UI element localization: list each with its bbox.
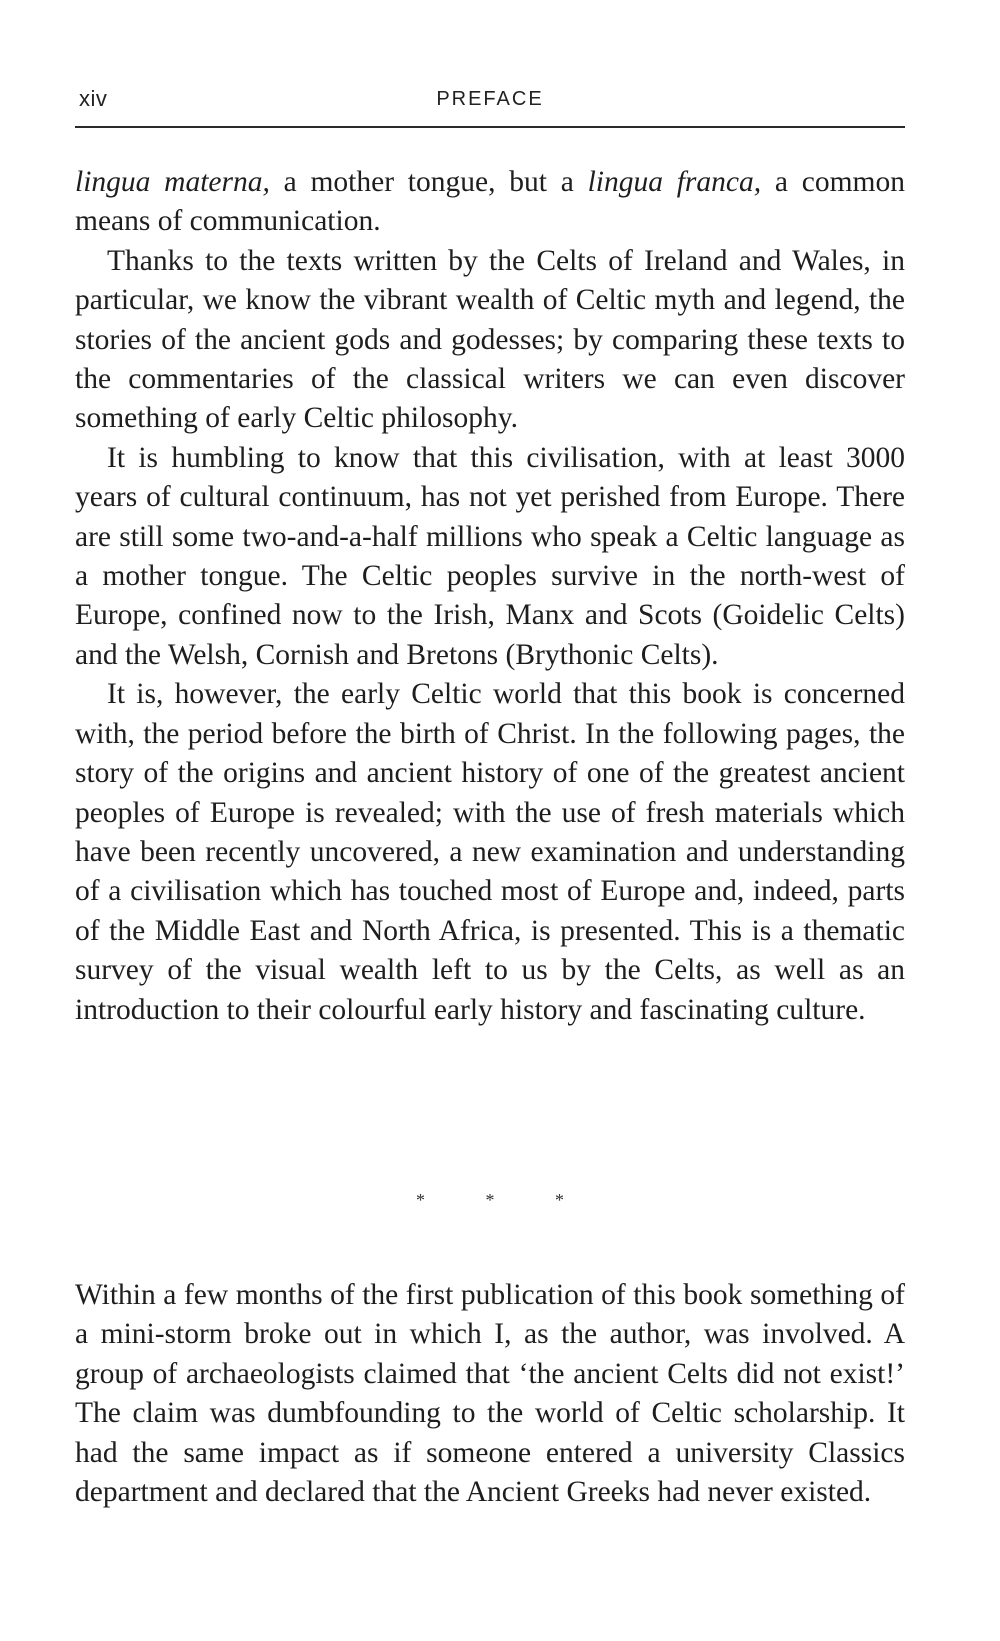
paragraph: It is, however, the early Celtic world that this book is concerned with, the period before the birth of Christ. In the following pages, the story of the origins and ancient history of one of the greatest ancient peoples of Europe is revealed; with the use of fresh materials which have been recently uncovered, a new examination and understanding of a civilisation which has touched most of Europe and, indeed, parts of the Middle East and North Africa, is presented. This is a thematic survey of the visual wealth left to us by the Celts, as well as an introduction to their colourful early history and fascinating culture. (75, 678, 905, 1026)
book-page (75, 0, 905, 1641)
paragraph: It is humbling to know that this civilisation, with at least 3000 years of cultural continuum, has not yet perished from Europe. There are still some two-and-a-half millions who speak a Celtic language as a mother tongue. The Celtic peoples survive in the north-west of Europe, confined now to the Irish, Manx and Scots (Goidelic Celts) and the Welsh, Cornish and Bretons (Brythonic Celts). (75, 441, 905, 671)
asterisk-icon: * (416, 1190, 425, 1210)
page-number: xiv (79, 86, 108, 111)
paragraph-text: a mother tongue, but a (269, 166, 588, 198)
italic-term: lingua materna, (75, 166, 270, 198)
body-text (75, 163, 905, 1030)
running-head: PREFACE (436, 88, 544, 110)
paragraph: Within a few months of the first publication of this book something of a mini-storm broke out in which I, as the author, was involved. A group of archaeologists claimed that ‘the ancient Celts did not exist!’ The claim was dumbfounding to the world of Celtic scholarship. It had the same impact as if someone entered a university Classics department and declared that the Ancient Greeks had never existed. (75, 1279, 905, 1509)
paragraph-text: a common means of communication. (75, 166, 905, 238)
section-break-ornament (75, 1190, 905, 1211)
page-header (75, 82, 905, 128)
italic-term: lingua franca, (587, 166, 762, 198)
asterisk-icon: * (555, 1190, 564, 1210)
body-text-section-2 (75, 1276, 905, 1512)
asterisk-icon: * (485, 1190, 495, 1210)
paragraph: Thanks to the texts written by the Celts of Ireland and Wales, in particular, we know the vibrant wealth of Celtic myth and legend, the stories of the ancient gods and godesses; by comparing these texts to the commentaries of the classical writers we can even discover something of early Celtic philosophy. (75, 244, 905, 435)
paragraph-continuation (75, 163, 905, 242)
